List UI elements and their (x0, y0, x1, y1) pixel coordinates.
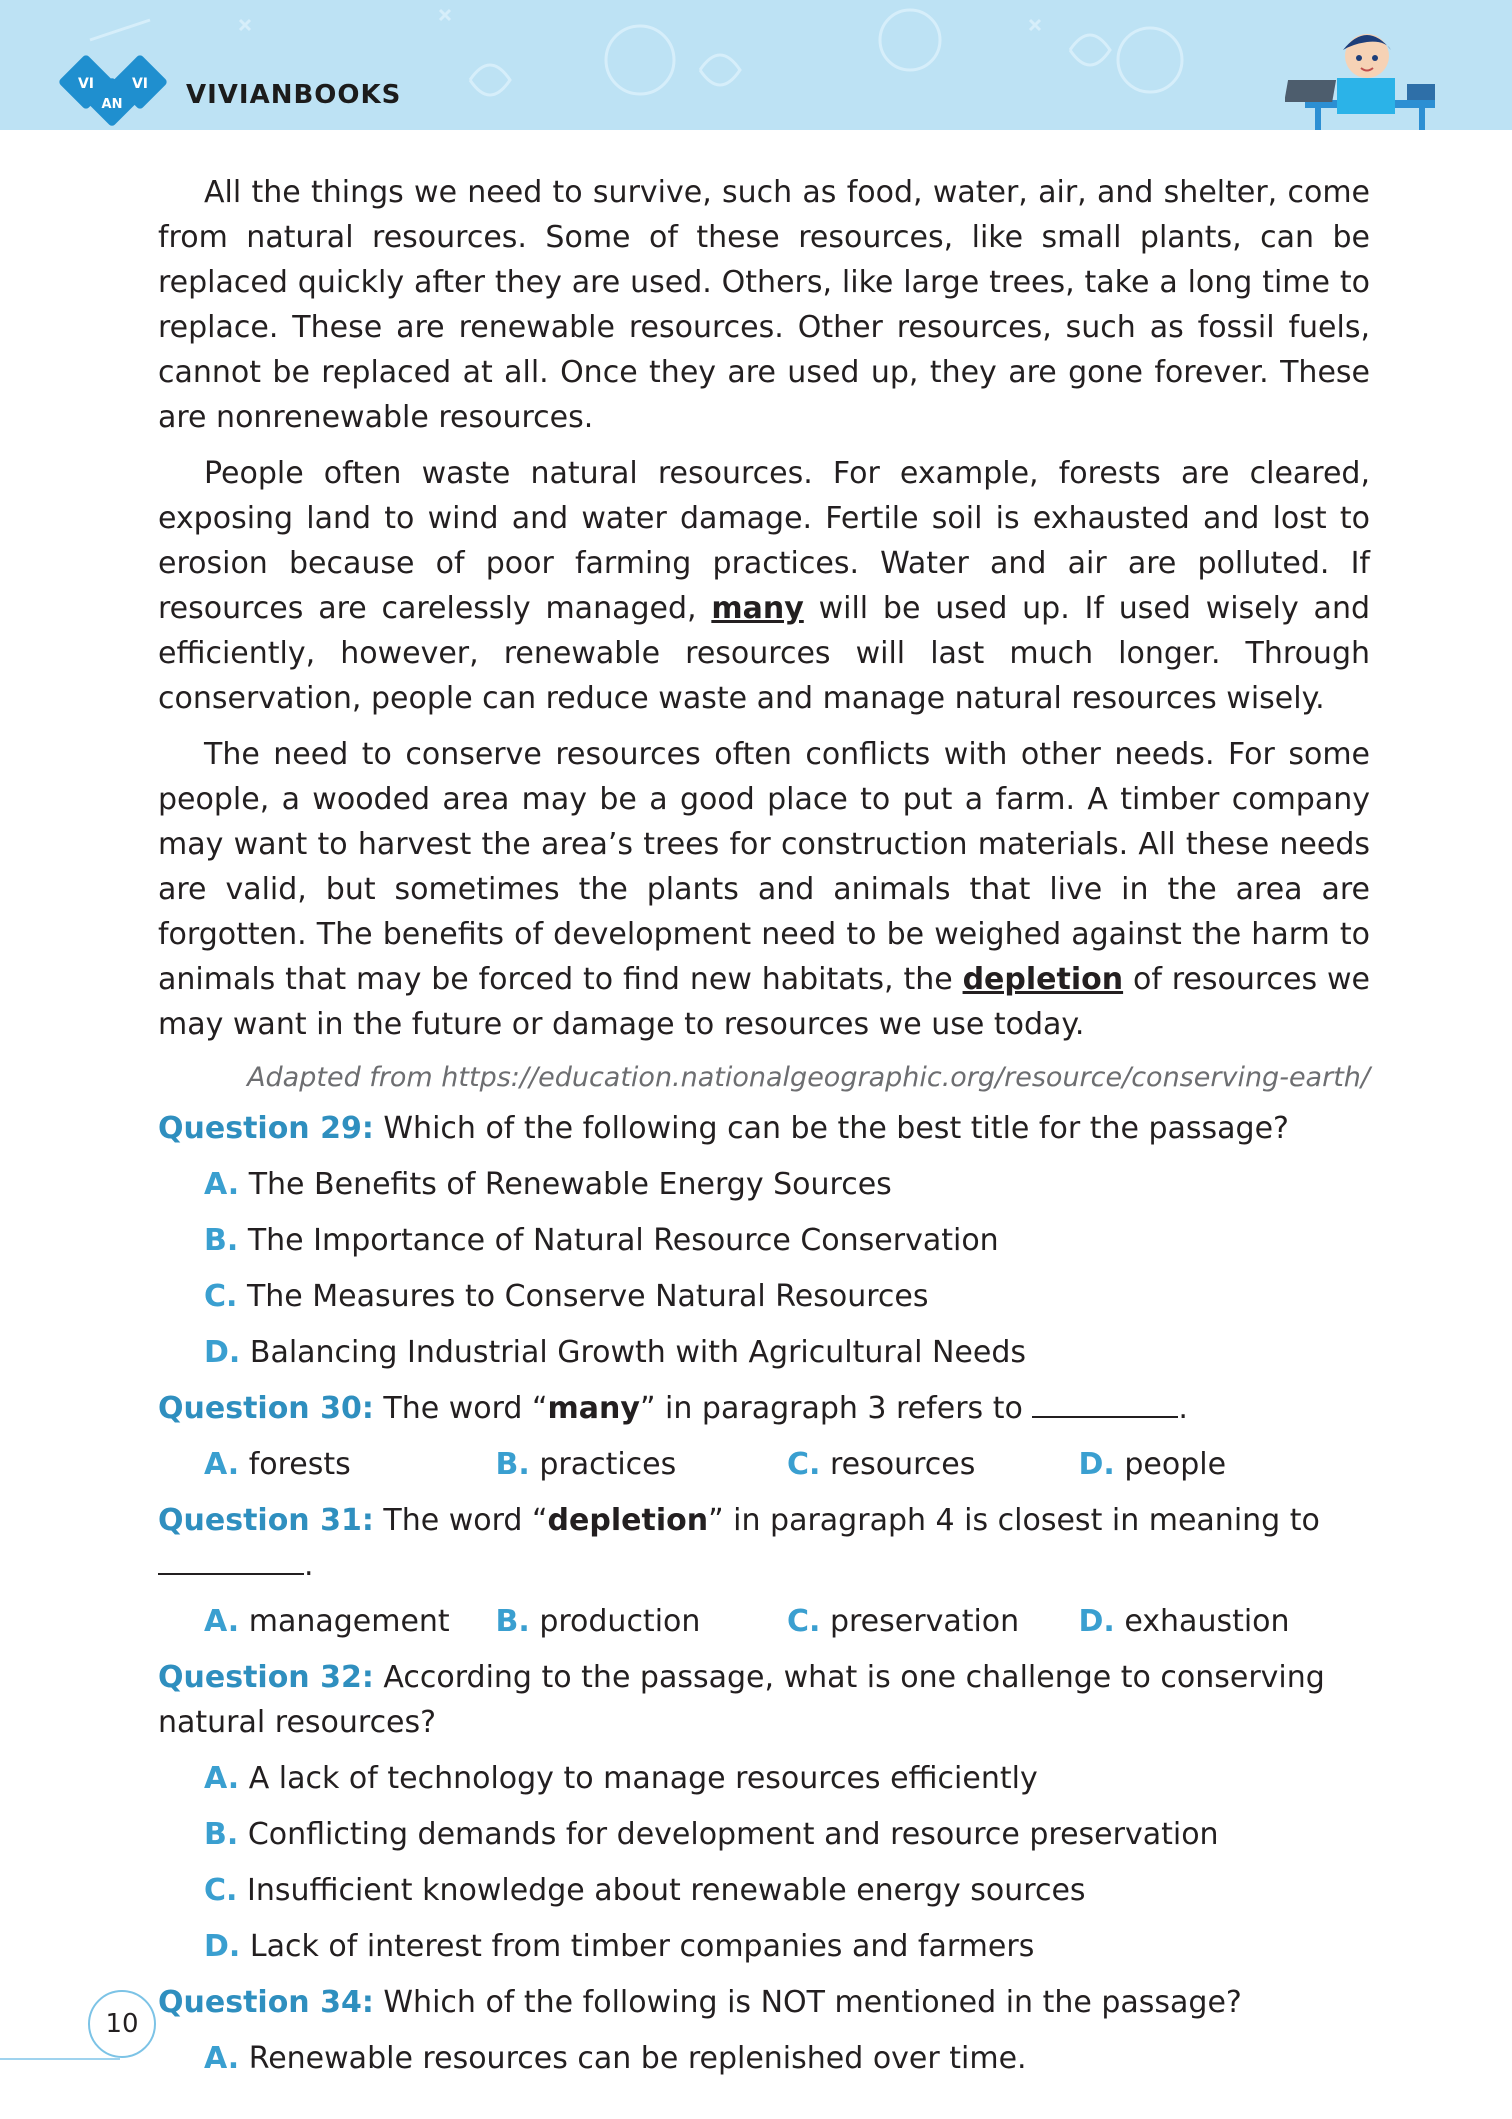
answer-option[interactable] (1079, 1442, 1371, 1487)
svg-text:VI: VI (131, 76, 149, 92)
question-stem (158, 1106, 1370, 1151)
answer-option[interactable] (204, 1756, 1370, 1801)
svg-text:VI: VI (77, 76, 95, 92)
option-text: Conflicting demands for development and resource preservation (247, 1817, 1219, 1852)
bold-word: depletion (547, 1503, 709, 1538)
brand-name: VIVIANBOOKS (186, 80, 402, 110)
option-row (204, 1599, 1370, 1644)
option-text: A lack of technology to manage resources efficiently (248, 1761, 1038, 1796)
text-run: According to the passage, what is one challenge to conserving natural resources? (158, 1660, 1325, 1740)
option-letter: A. (204, 1604, 240, 1639)
option-text: The Benefits of Renewable Energy Sources (248, 1167, 892, 1202)
question-list (158, 1106, 1370, 2081)
option-text: The Importance of Natural Resource Conservation (247, 1223, 999, 1258)
svg-text:AN: AN (101, 97, 123, 112)
passage-paragraph (158, 170, 1370, 440)
option-letter: C. (787, 1604, 821, 1639)
option-letter: D. (204, 1929, 241, 1964)
student-mascot-illustration (1285, 18, 1455, 130)
text-run: ” in paragraph 4 is closest in meaning to (708, 1503, 1320, 1538)
option-letter: C. (204, 1873, 238, 1908)
text-run: Which of the following is NOT mentioned in the passage? (373, 1985, 1242, 2020)
header-banner (0, 0, 1512, 130)
question-label: Question 29: (158, 1111, 374, 1146)
option-text: preservation (829, 1604, 1020, 1639)
option-text: Renewable resources can be replenished over time. (248, 2041, 1027, 2076)
option-text: forests (248, 1447, 351, 1482)
text-run: The need to conserve resources often conflicts with other needs. For some people, a wooded area may be a good place to put a farm. A timber company may want to harvest the area’s trees for construction materials. All these needs are valid, but sometimes the plants and animals that live in the area are forgotten. The benefits of development need to be weighed against the harm to animals that may be forced to find new habitats, the (158, 737, 1370, 997)
question-label: Question 32: (158, 1660, 374, 1695)
option-letter: A. (204, 1167, 240, 1202)
underlined-word: depletion (962, 962, 1124, 997)
option-letter: A. (204, 1447, 240, 1482)
answer-option[interactable] (204, 1330, 1370, 1375)
text-run: . (304, 1548, 314, 1583)
page-content (158, 170, 1370, 2092)
question-stem (158, 1386, 1370, 1431)
question-label: Question 30: (158, 1391, 374, 1426)
answer-option[interactable] (204, 1218, 1370, 1263)
answer-option[interactable] (204, 1599, 496, 1644)
option-letter: A. (204, 1761, 240, 1796)
option-text: people (1124, 1447, 1227, 1482)
page-number: 10 (88, 1990, 156, 2058)
passage-paragraph (158, 451, 1370, 721)
footer-line (0, 2058, 120, 2060)
text-run: will be used up. If used wisely and efficiently, however, renewable resources will last much longer. Through conservation, people can reduce waste and manage natural resources wisely. (158, 591, 1370, 716)
option-text: The Measures to Conserve Natural Resources (246, 1279, 929, 1314)
option-letter: C. (204, 1279, 238, 1314)
bold-word: many (547, 1391, 640, 1426)
answer-option[interactable] (1079, 1599, 1371, 1644)
option-letter: A. (204, 2041, 240, 2076)
option-text: Lack of interest from timber companies and farmers (249, 1929, 1035, 1964)
answer-option[interactable] (204, 1868, 1370, 1913)
answer-option[interactable] (204, 1812, 1370, 1857)
answer-option[interactable] (204, 1442, 496, 1487)
text-run: The word “ (373, 1391, 548, 1426)
text-run: People often waste natural resources. For example, forests are cleared, exposing land to wind and water damage. Fertile soil is exhausted and lost to erosion because of poor farming practices. Water and air are polluted. If resources are carelessly managed, (158, 456, 1370, 626)
answer-option[interactable] (204, 1274, 1370, 1319)
question-label: Question 31: (158, 1503, 374, 1538)
underlined-word: many (711, 591, 804, 626)
option-letter: D. (204, 1335, 241, 1370)
text-run: The word “ (373, 1503, 548, 1538)
answer-option[interactable] (204, 1162, 1370, 1207)
option-text: resources (829, 1447, 976, 1482)
text-run: ” in paragraph 3 refers to (639, 1391, 1033, 1426)
option-letter: C. (787, 1447, 821, 1482)
answer-blank (1032, 1388, 1178, 1418)
option-letter: B. (204, 1817, 239, 1852)
answer-option[interactable] (496, 1442, 788, 1487)
option-text: practices (539, 1447, 677, 1482)
text-run: Which of the following can be the best title for the passage? (373, 1111, 1289, 1146)
text-run: of resources we may want in the future or damage to resources we use today. (158, 962, 1371, 1042)
option-text: production (539, 1604, 701, 1639)
option-letter: B. (495, 1447, 530, 1482)
text-run: . (1178, 1391, 1188, 1426)
option-text: management (248, 1604, 450, 1639)
question-stem (158, 1980, 1370, 2025)
option-text: Balancing Industrial Growth with Agricultural Needs (249, 1335, 1026, 1370)
option-letter: B. (204, 1223, 239, 1258)
question-stem (158, 1498, 1370, 1588)
answer-option[interactable] (204, 1924, 1370, 1969)
option-letter: D. (1078, 1447, 1115, 1482)
question-label: Question 34: (158, 1985, 374, 2020)
answer-option[interactable] (204, 2036, 1370, 2081)
answer-option[interactable] (496, 1599, 788, 1644)
option-text: exhaustion (1124, 1604, 1290, 1639)
vivianbooks-logo (58, 54, 178, 130)
option-text: Insufficient knowledge about renewable energy sources (246, 1873, 1086, 1908)
option-row (204, 1442, 1370, 1487)
option-letter: D. (1078, 1604, 1115, 1639)
reading-passage (158, 170, 1370, 1047)
text-run: All the things we need to survive, such as food, water, air, and shelter, come from natural resources. Some of these resources, like small plants, can be replaced quickly after they are used. Others, like large trees, take a long time to replace. These are renewable resources. Other resources, such as fossil fuels, cannot be replaced at all. Once they are used up, they are gone forever. These are nonrenewable resources. (158, 175, 1370, 435)
option-letter: B. (495, 1604, 530, 1639)
answer-option[interactable] (787, 1599, 1079, 1644)
answer-blank (158, 1545, 304, 1575)
answer-option[interactable] (787, 1442, 1079, 1487)
question-stem (158, 1655, 1370, 1745)
passage-paragraph (158, 732, 1370, 1047)
passage-source: Adapted from https://education.nationalgeographic.org/resource/conserving-earth/ (247, 1062, 1370, 1093)
